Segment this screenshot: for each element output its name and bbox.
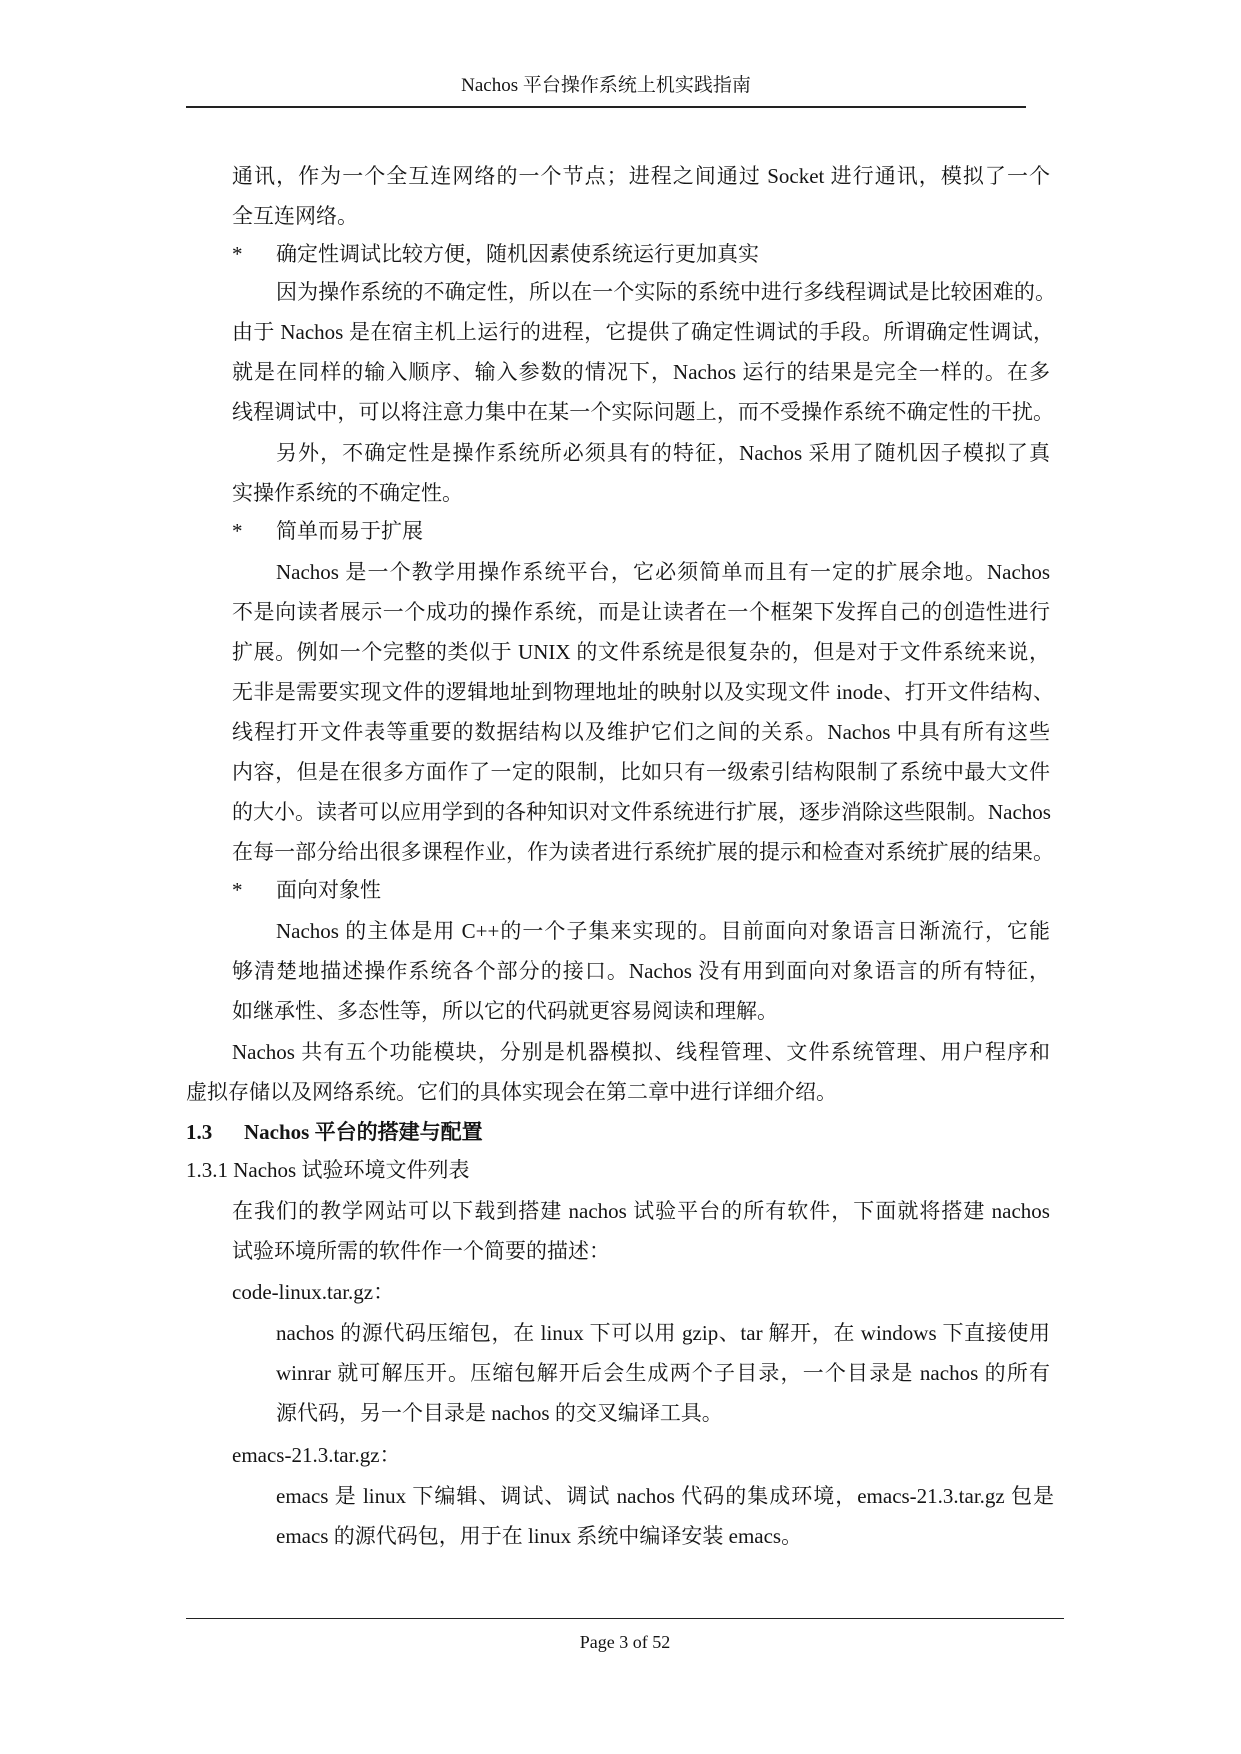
- text-line: 线程调试中，可以将注意力集中在某一个实际问题上，而不受操作系统不确定性的干扰。: [232, 400, 1054, 424]
- text-line: 扩展。例如一个完整的类似于 UNIX 的文件系统是很复杂的，但是对于文件系统来说，: [232, 640, 1050, 664]
- text-line: Nachos 是一个教学用操作系统平台，它必须简单而且有一定的扩展余地。Nachos: [276, 560, 1050, 584]
- running-header: Nachos 平台操作系统上机实践指南: [461, 75, 751, 96]
- text-line: 虚拟存储以及网络系统。它们的具体实现会在第二章中进行详细介绍。: [186, 1080, 837, 1104]
- text-line: 另外，不确定性是操作系统所必须具有的特征，Nachos 采用了随机因子模拟了真: [276, 441, 1050, 465]
- header-rule: [186, 106, 1026, 108]
- bullet-marker: *: [232, 519, 243, 543]
- text-line: 的大小。读者可以应用学到的各种知识对文件系统进行扩展，逐步消除这些限制。Nachos: [232, 800, 1051, 824]
- text-line: 够清楚地描述操作系统各个部分的接口。Nachos 没有用到面向对象语言的所有特征，: [232, 959, 1050, 983]
- bullet-marker: *: [232, 878, 243, 902]
- text-line: 源代码，另一个目录是 nachos 的交叉编译工具。: [276, 1401, 723, 1425]
- text-line: 线程打开文件表等重要的数据结构以及维护它们之间的关系。Nachos 中具有所有这些: [232, 720, 1050, 744]
- subsection-heading: 1.3.1 Nachos 试验环境文件列表: [186, 1158, 470, 1182]
- text-line: 内容，但是在很多方面作了一定的限制，比如只有一级索引结构限制了系统中最大文件: [232, 760, 1050, 784]
- footer-rule: [186, 1618, 1064, 1619]
- section-heading: [186, 1117, 483, 1147]
- text-line: 就是在同样的输入顺序、输入参数的情况下，Nachos 运行的结果是完全一样的。在多: [232, 360, 1050, 384]
- text-line: 因为操作系统的不确定性，所以在一个实际的系统中进行多线程调试是比较困难的。: [276, 280, 1056, 304]
- text-line: 在我们的教学网站可以下载到搭建 nachos 试验平台的所有软件，下面就将搭建 nachos: [232, 1199, 1050, 1223]
- text-line: 通讯，作为一个全互连网络的一个节点；进程之间通过 Socket 进行通讯，模拟了一个: [232, 164, 1050, 188]
- text-line: 在每一部分给出很多课程作业，作为读者进行系统扩展的提示和检查对系统扩展的结果。: [232, 840, 1054, 864]
- text-line: Nachos 的主体是用 C++的一个子集来实现的。目前面向对象语言日渐流行，它能: [276, 919, 1050, 943]
- bullet-text: 确定性调试比较方便，随机因素使系统运行更加真实: [276, 242, 759, 266]
- bullet-marker: *: [232, 242, 243, 266]
- text-line: 全互连网络。: [232, 204, 358, 228]
- section-number: 1.3: [186, 1120, 213, 1144]
- section-title: Nachos 平台的搭建与配置: [244, 1120, 483, 1144]
- text-line: 无非是需要实现文件的逻辑地址到物理地址的映射以及实现文件 inode、打开文件结构、: [232, 680, 1054, 704]
- file-name: emacs-21.3.tar.gz：: [232, 1443, 401, 1467]
- text-line: 试验环境所需的软件作一个简要的描述：: [232, 1239, 610, 1263]
- bullet-text: 面向对象性: [276, 878, 381, 902]
- text-line: 实操作系统的不确定性。: [232, 481, 463, 505]
- bullet-item: [232, 875, 381, 905]
- text-line: 如继承性、多态性等，所以它的代码就更容易阅读和理解。: [232, 999, 778, 1023]
- bullet-item: [232, 516, 423, 546]
- text-line: 由于 Nachos 是在宿主机上运行的进程，它提供了确定性调试的手段。所谓确定性调试，: [232, 320, 1054, 344]
- bullet-text: 简单而易于扩展: [276, 519, 423, 543]
- text-line: nachos 的源代码压缩包，在 linux 下可以用 gzip、tar 解开，在 windows 下直接使用: [276, 1321, 1050, 1345]
- text-line: emacs 是 linux 下编辑、调试、调试 nachos 代码的集成环境，emacs-21.3.tar.gz 包是: [276, 1484, 1054, 1508]
- file-name: code-linux.tar.gz：: [232, 1280, 395, 1304]
- text-line: emacs 的源代码包，用于在 linux 系统中编译安装 emacs。: [276, 1524, 803, 1548]
- text-line: 不是向读者展示一个成功的操作系统，而是让读者在一个框架下发挥自己的创造性进行: [232, 600, 1050, 624]
- text-line: Nachos 共有五个功能模块，分别是机器模拟、线程管理、文件系统管理、用户程序和: [232, 1040, 1050, 1064]
- bullet-item: [232, 239, 759, 269]
- text-line: winrar 就可解压开。压缩包解开后会生成两个子目录，一个目录是 nachos 的所有: [276, 1361, 1050, 1385]
- page-number: Page 3 of 52: [579, 1632, 671, 1652]
